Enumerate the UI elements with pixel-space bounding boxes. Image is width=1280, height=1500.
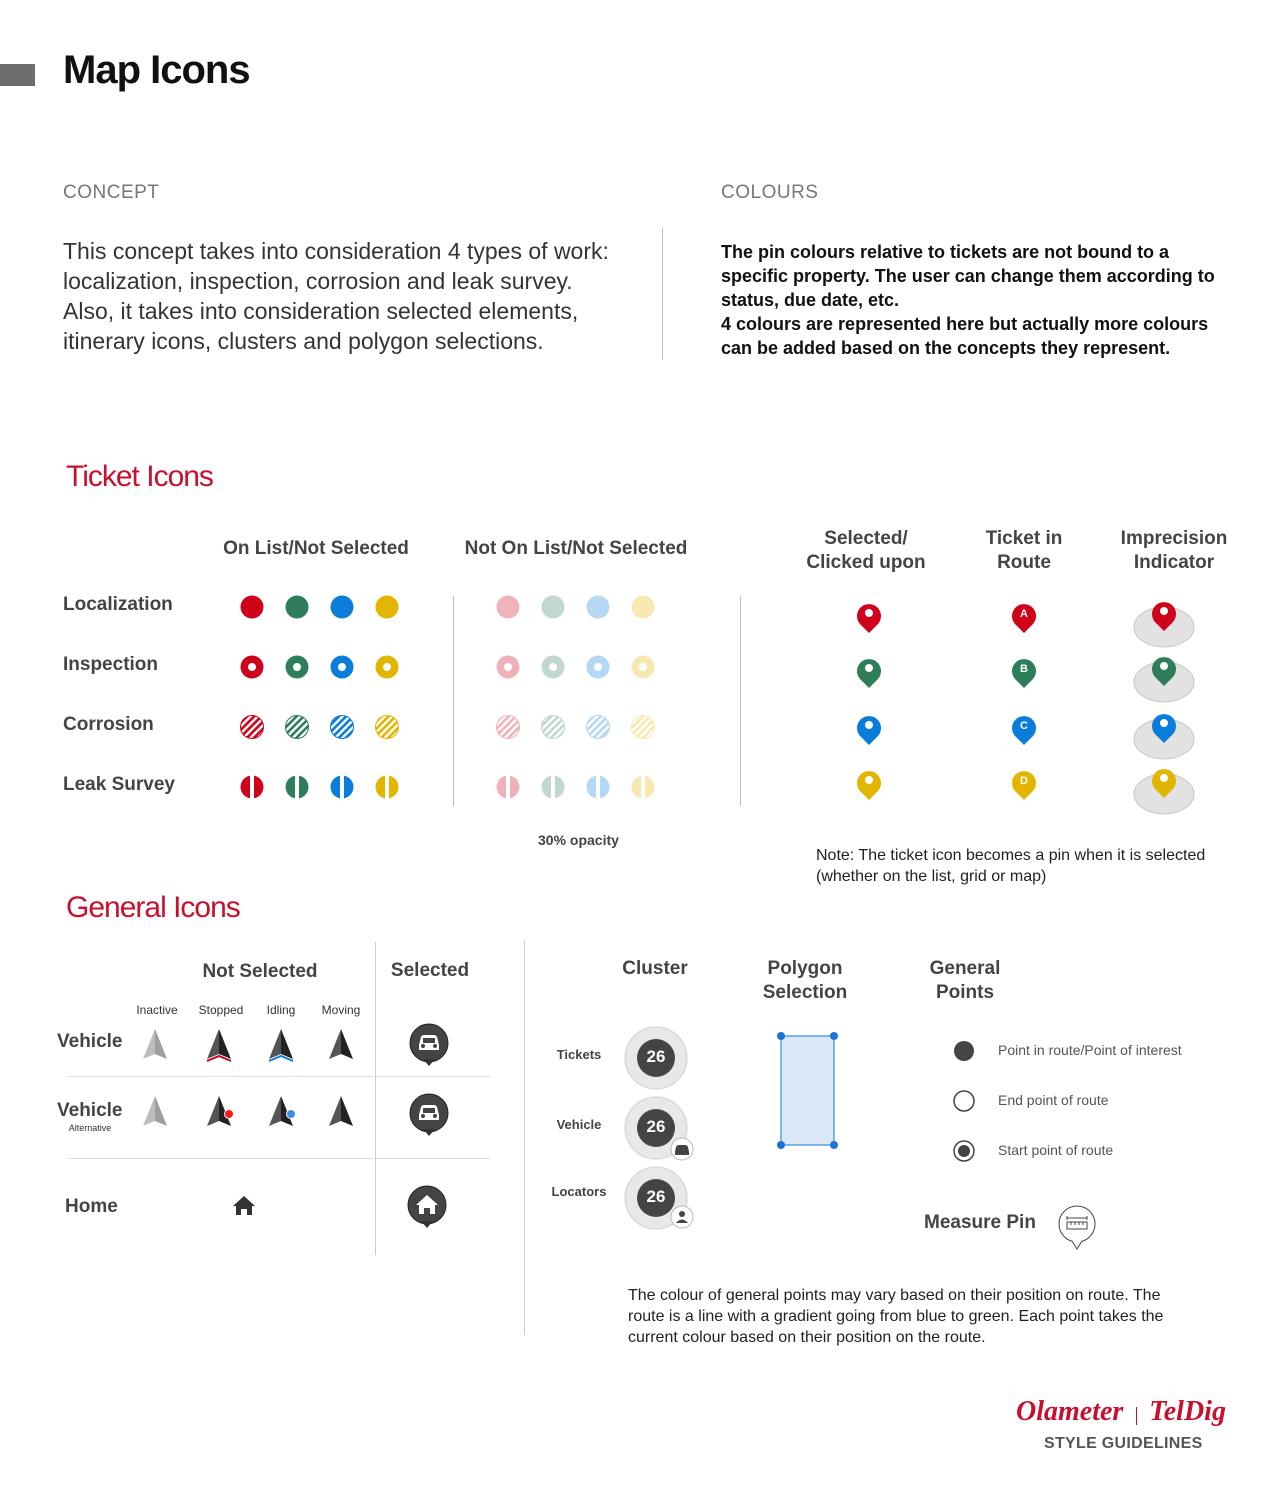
colours-line: can be added based on the concepts they represent. bbox=[721, 338, 1171, 358]
cluster-count: 26 bbox=[646, 1117, 666, 1136]
row-vehicle: Vehicle bbox=[57, 1031, 123, 1052]
general-points-head-line: Points bbox=[935, 982, 995, 1003]
start-point-icon bbox=[954, 1141, 974, 1161]
route-letter: C bbox=[1020, 720, 1028, 732]
row-localization: Localization bbox=[63, 594, 173, 615]
col-imprecision-line: Imprecision bbox=[1120, 528, 1228, 549]
state-moving: Moving bbox=[321, 1003, 361, 1017]
colours-line: The pin colours relative to tickets are not bound to a bbox=[721, 242, 1170, 262]
brand-left: Olameter bbox=[1016, 1396, 1124, 1427]
route-letter: D bbox=[1020, 775, 1028, 787]
ticket-icons-heading: Ticket Icons bbox=[66, 460, 213, 493]
colours-label: COLOURS bbox=[721, 182, 819, 203]
cluster-count: 26 bbox=[646, 1187, 666, 1206]
route-letter: A bbox=[1020, 608, 1028, 620]
concept-label: CONCEPT bbox=[63, 182, 160, 203]
col-route-line: Route bbox=[997, 552, 1051, 573]
state-inactive: Inactive bbox=[136, 1003, 178, 1017]
not-selected-head: Not Selected bbox=[202, 961, 318, 982]
brand-right: TelDig bbox=[1149, 1396, 1226, 1427]
cluster-row-tickets: Tickets bbox=[556, 1047, 602, 1062]
point-of-interest-label: Point in route/Point of interest bbox=[998, 1042, 1182, 1058]
concept-line: This concept takes into consideration 4 types of work: bbox=[63, 238, 609, 264]
col-imprecision-line: Indicator bbox=[1133, 552, 1215, 573]
page-title: Map Icons bbox=[63, 48, 250, 92]
opacity-note: 30% opacity bbox=[538, 832, 619, 848]
brand-logo bbox=[1016, 1396, 1226, 1428]
row-vehicle-alt: Vehicle bbox=[57, 1100, 123, 1121]
row-home: Home bbox=[65, 1196, 118, 1217]
gradient-note-line: route is a line with a gradient going from blue to green. Each point takes the bbox=[628, 1308, 1164, 1325]
colours-line: 4 colours are represented here but actually more colours bbox=[721, 314, 1209, 334]
brand-divider bbox=[1136, 1407, 1137, 1425]
col-selected-line: Clicked upon bbox=[806, 552, 926, 573]
style-guidelines-label: STYLE GUIDELINES bbox=[1044, 1435, 1203, 1452]
general-points-head-line: General bbox=[929, 958, 1001, 979]
ticket-note-line: (whether on the list, grid or map) bbox=[816, 868, 1047, 885]
measure-pin-icon bbox=[1059, 1206, 1095, 1249]
gradient-note-line: The colour of general points may vary based on their position on route. The bbox=[628, 1287, 1161, 1304]
col-route-line: Ticket in bbox=[985, 528, 1063, 549]
end-point-label: End point of route bbox=[998, 1092, 1109, 1108]
end-point-icon bbox=[954, 1091, 974, 1111]
cluster-row-locators: Locators bbox=[551, 1184, 607, 1199]
gradient-note bbox=[628, 1285, 1228, 1348]
state-stopped: Stopped bbox=[198, 1003, 244, 1017]
colours-line: specific property. The user can change them according to bbox=[721, 266, 1215, 286]
cluster-head: Cluster bbox=[622, 958, 688, 979]
col-not-on-list: Not On List/Not Selected bbox=[464, 538, 688, 559]
polygon-head-line: Selection bbox=[762, 982, 848, 1003]
col-on-list: On List/Not Selected bbox=[223, 538, 409, 559]
point-of-interest-icon bbox=[954, 1041, 974, 1061]
gradient-note-line: current colour based on their position on the route. bbox=[628, 1329, 986, 1346]
cluster-row-vehicle: Vehicle bbox=[556, 1117, 602, 1132]
row-vehicle-alt-sub: Alternative bbox=[68, 1123, 112, 1133]
cluster-count: 26 bbox=[646, 1047, 666, 1066]
start-point-label: Start point of route bbox=[998, 1142, 1114, 1158]
row-leak-survey: Leak Survey bbox=[63, 774, 175, 795]
route-letter: B bbox=[1020, 663, 1028, 675]
concept-line: itinerary icons, clusters and polygon selections. bbox=[63, 328, 544, 354]
colours-line: status, due date, etc. bbox=[721, 290, 900, 310]
col-selected-line: Selected/ bbox=[824, 528, 908, 549]
concept-line: Also, it takes into consideration selected elements, bbox=[63, 298, 579, 324]
row-corrosion: Corrosion bbox=[63, 714, 154, 735]
state-idling: Idling bbox=[266, 1003, 296, 1017]
row-inspection: Inspection bbox=[63, 654, 159, 675]
polygon-head-line: Polygon bbox=[767, 958, 843, 979]
selected-head: Selected bbox=[390, 960, 470, 981]
general-icons-heading: General Icons bbox=[66, 891, 240, 924]
ticket-note-line: Note: The ticket icon becomes a pin when it is selected bbox=[816, 847, 1206, 864]
concept-line: localization, inspection, corrosion and leak survey. bbox=[63, 268, 573, 294]
measure-pin-label: Measure Pin bbox=[924, 1212, 1036, 1233]
